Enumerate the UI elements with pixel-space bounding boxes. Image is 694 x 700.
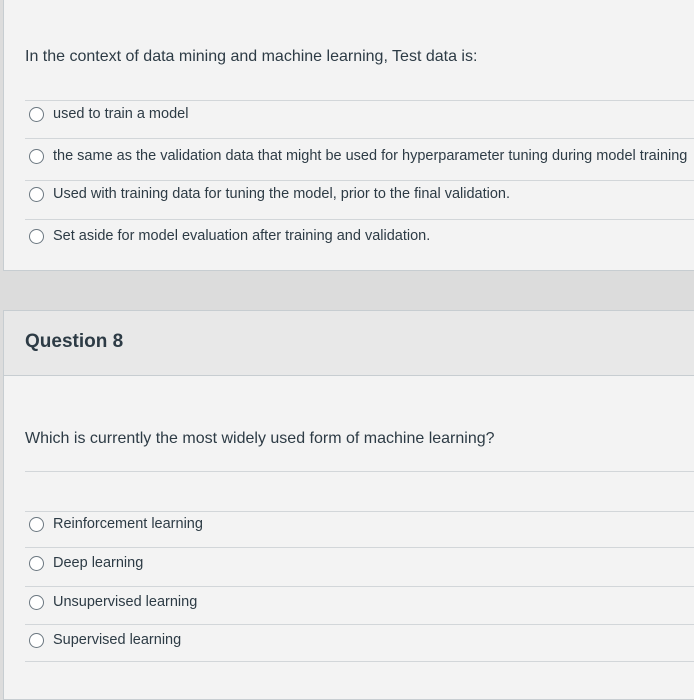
radio-button[interactable] (29, 229, 44, 244)
q7-answer-3[interactable] (29, 186, 510, 202)
question-title: Question 8 (25, 331, 124, 352)
q7-answer-1[interactable] (29, 106, 188, 122)
q8-answer-2[interactable] (29, 555, 143, 571)
q8-answer-3[interactable] (29, 594, 197, 610)
radio-button[interactable] (29, 149, 44, 164)
answer-divider (25, 547, 694, 548)
q8-answer-4[interactable] (29, 632, 181, 648)
q7-answer-2[interactable] (29, 148, 687, 164)
answer-label: used to train a model (53, 106, 189, 122)
q8-answer-1[interactable] (29, 516, 203, 532)
answer-divider (25, 511, 694, 512)
q7-answer-4[interactable] (29, 228, 430, 244)
answer-divider (25, 138, 694, 139)
answer-divider (25, 586, 694, 587)
answer-divider (25, 661, 694, 662)
answer-divider (25, 180, 694, 181)
answer-label: Unsupervised learning (53, 594, 198, 610)
answer-divider (25, 219, 694, 220)
radio-button[interactable] (29, 187, 44, 202)
answer-label: Reinforcement learning (53, 516, 203, 532)
question-8-card (3, 310, 694, 700)
answer-label: Supervised learning (53, 632, 182, 648)
radio-button[interactable] (29, 633, 44, 648)
answer-label: Used with training data for tuning the model, prior to the final validation. (53, 186, 511, 202)
answer-divider (25, 100, 694, 101)
radio-button[interactable] (29, 556, 44, 571)
answer-divider (25, 471, 694, 472)
question-8-text: Which is currently the most widely used form of machine learning? (25, 430, 495, 447)
question-header (4, 311, 694, 376)
radio-button[interactable] (29, 107, 44, 122)
answer-label: the same as the validation data that might be used for hyperparameter tuning during model training (53, 148, 688, 164)
answer-divider (25, 624, 694, 625)
answer-label: Deep learning (53, 555, 144, 571)
radio-button[interactable] (29, 595, 44, 610)
answer-label: Set aside for model evaluation after training and validation. (53, 228, 431, 244)
radio-button[interactable] (29, 517, 44, 532)
question-7-text: In the context of data mining and machine learning, Test data is: (25, 48, 478, 65)
question-7-card (3, 0, 694, 271)
